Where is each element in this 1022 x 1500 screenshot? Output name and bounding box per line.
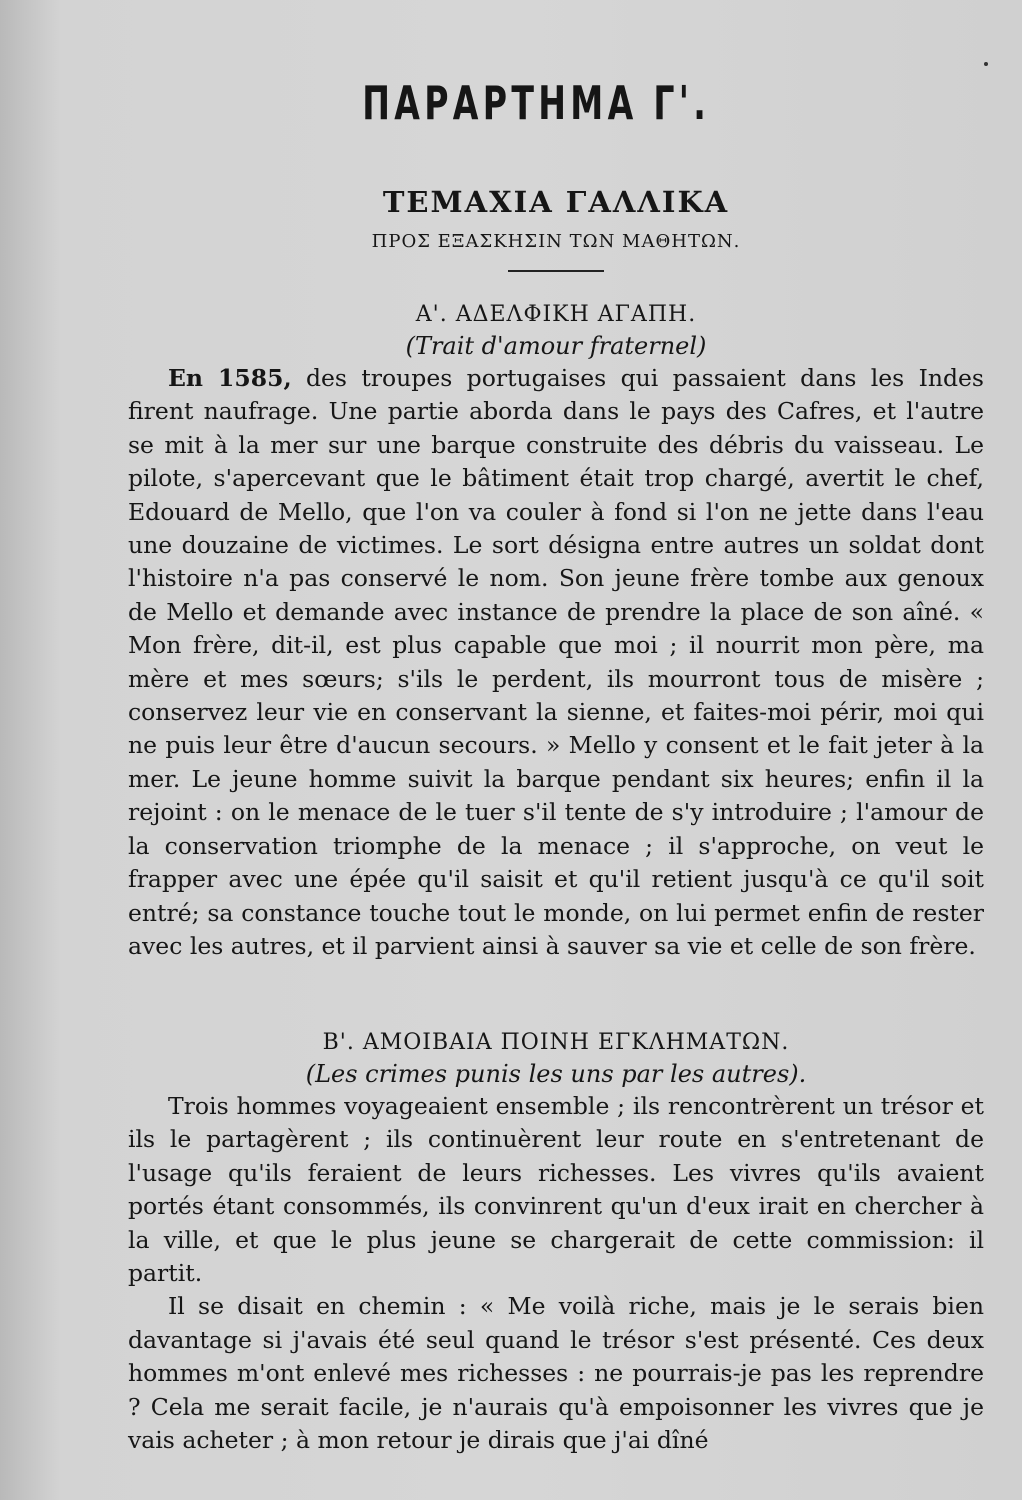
section-mutual-punishment [128,1028,984,1457]
section-heading: Β'. ΑΜΟΙΒΑΙΑ ΠΟΙΝΗ ΕΓΚΛΗΜΑΤΩΝ. [322,1030,790,1055]
ink-speck [984,62,988,66]
opening-words: En 1585, [168,364,292,392]
section-subtitle: (Les crimes punis les uns par les autres). [305,1060,807,1088]
heading-divider [508,270,604,272]
sub-heading: ΠΡΟΣ ΕΞΑΣΚΗΣΙΝ ΤΩΝ ΜΑΘΗΤΩΝ. [371,231,741,252]
paragraph-text: des troupes portugaises qui passaient dans les Indes firent naufrage. Une partie aborda dans le pays des Cafres, et l'autre se mit à la mer sur une barque construite des débris du vaisseau. Le pilote, s'apercevant que le bâtiment était trop chargé, avertit le chef, Edouard de Mello, que l'on va couler à fond si l'on ne jette dans l'eau une douzaine de victimes. Le sort désigna entre autres un soldat dont l'histoire n'a pas conservé le nom. Son jeune frère tombe aux genoux de Mello et demande avec instance de prendre la place de son aîné. « Mon frère, dit-il, est plus capable que moi ; il nourrit mon père, ma mère et mes sœurs; s'ils le perdent, ils mourront tous de misère ; conservez leur vie en conservant la sienne, et faites-moi périr, moi qui ne puis leur être d'aucun secours. » Mello y consent et le fait jeter à la mer. Le jeune homme suivit la barque pendant six heures; enfin il la rejoint : on le menace de le tuer s'il tente de s'y introduire ; l'amour de la conservation triomphe de la menace ; il s'approche, on veut le frapper avec une épée qu'il saisit et qu'il retient jusqu'à ce qu'il soit entré; sa constance touche tout le monde, on lui permet enfin de rester avec les autres, et il parvient ainsi à sauver sa vie et celle de son frère. [128,364,984,960]
appendix-title: ΠΑΡΑΡΤΗΜΑ Γ'. [362,76,711,130]
section-subtitle: (Trait d'amour fraternel) [405,332,707,360]
section-paragraph: Trois hommes voyageaient ensemble ; ils rencontrèrent un trésor et ils le partagèrent ; ils continuèrent leur route en s'entretenant de l'usage qu'ils feraient de leurs richesses. Les vivres qu'ils avaient portés étant consommés, ils convinrent qu'un d'eux irait en chercher à la ville, et que le plus jeune se chargerait de cette commission: il partit. [128,1092,984,1288]
section-heading: Α'. ΑΔΕΛΦΙΚΗ ΑΓΑΠΗ. [415,302,697,327]
section-fraternal-love [128,300,984,963]
header-block [128,184,984,272]
main-heading: ΤΕΜΑΧΙΑ ΓΑΛΛΙΚΑ [382,185,730,219]
section-paragraph: Il se disait en chemin : « Me voilà riche, mais je le serais bien davantage si j'avais été seul quand le trésor s'est présenté. Ces deux hommes m'ont enlevé mes richesses : ne pourrais-je pas les reprendre ? Cela me serait facile, je n'aurais qu'à empoisonner les vivres que je vais acheter ; à mon retour je dirais que j'ai dîné [128,1292,984,1455]
section-paragraph [128,362,984,963]
